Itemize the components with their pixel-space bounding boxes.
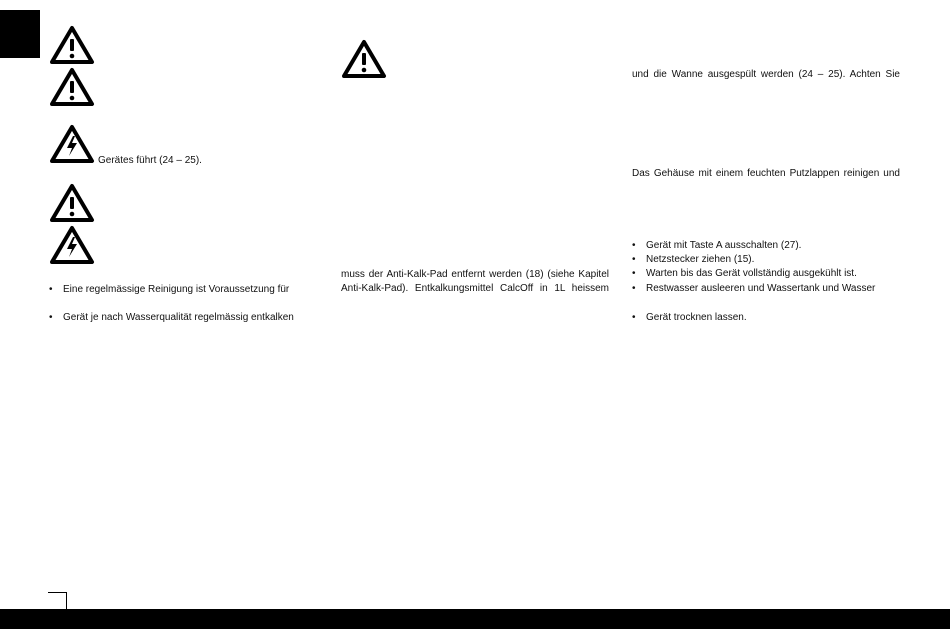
paragraph-line: Das Gehäuse mit einem feuchten Putzlappen reinigen und xyxy=(632,168,900,179)
warning-triangle-icon xyxy=(341,39,387,79)
electric-hazard-icon xyxy=(49,124,95,164)
warning-triangle-icon xyxy=(49,67,95,107)
paragraph-line: muss der Anti-Kalk-Pad entfernt werden (18) (siehe Kapitel xyxy=(341,269,609,280)
list-item: • Gerät je nach Wasserqualität regelmässig entkalken xyxy=(63,311,294,325)
list-item: • Netzstecker ziehen (15). xyxy=(646,253,754,267)
page-bottom-bar xyxy=(0,609,950,629)
list-item: • Restwasser ausleeren und Wassertank und Wasser xyxy=(646,282,875,296)
warning-triangle-icon xyxy=(49,25,95,65)
paragraph-line: und die Wanne ausgespült werden (24 – 25). Achten Sie xyxy=(632,69,900,80)
list-item: • Gerät trocknen lassen. xyxy=(646,311,747,325)
page-corner-tab xyxy=(0,10,40,58)
crop-mark xyxy=(48,592,67,593)
safety-text-line: Gerätes führt (24 – 25). xyxy=(98,155,202,166)
list-item: • Eine regelmässige Reinigung ist Voraussetzung für xyxy=(63,283,289,297)
list-item: • Warten bis das Gerät vollständig ausgekühlt ist. xyxy=(646,267,857,281)
electric-hazard-icon xyxy=(49,225,95,265)
paragraph-line: Anti-Kalk-Pad). Entkalkungsmittel CalcOff in 1L heissem xyxy=(341,283,609,294)
crop-mark xyxy=(66,592,67,609)
warning-triangle-icon xyxy=(49,183,95,223)
list-item: • Gerät mit Taste A ausschalten (27). xyxy=(646,239,801,253)
